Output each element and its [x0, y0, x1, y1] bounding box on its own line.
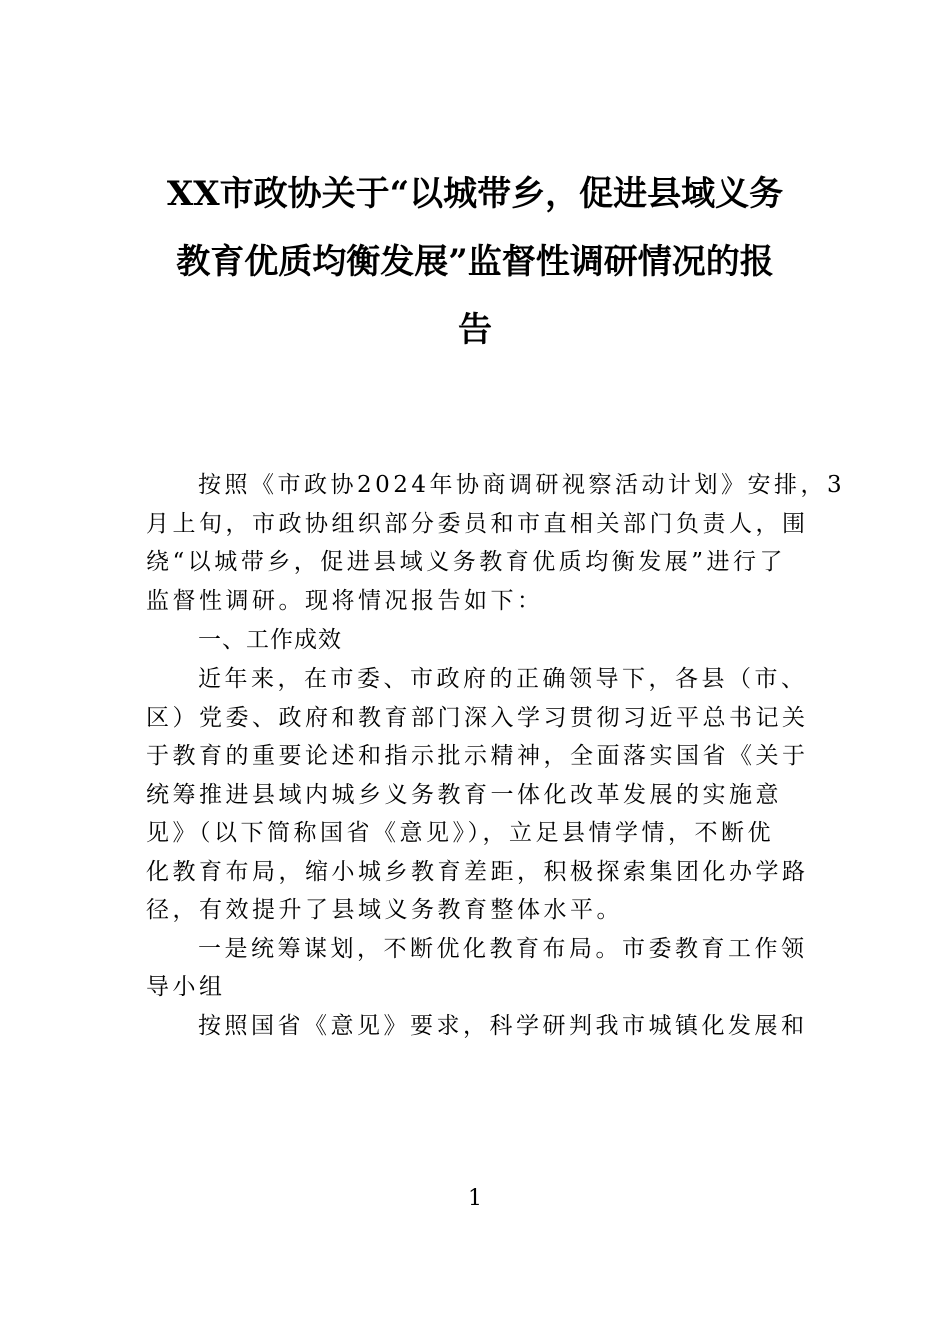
planning-paragraph	[146, 930, 806, 1007]
intro-line-2: 月上旬，市政协组织部分委员和市直相关部门负责人，围	[146, 510, 809, 537]
achievement-line-7: 径，有效提升了县域义务教育整体水平。	[146, 897, 623, 923]
achievement-line-3: 于教育的重要论述和指示批示精神，全面落实国省《关于	[146, 743, 809, 769]
intro-line-4: 监督性调研。现将情况报告如下：	[146, 587, 544, 614]
intro-line-3: 绕“以城带乡，促进县域义务教育优质均衡发展”进行了	[146, 549, 787, 575]
page-title	[140, 160, 810, 364]
page-number: 1	[468, 1186, 482, 1211]
intro-line-1: 按照《市政协2024年协商调研视察活动计划》安排，3	[198, 472, 846, 498]
intro-paragraph	[146, 466, 846, 620]
title-line-3: 告	[458, 310, 492, 350]
continuation-line-1: 按照国省《意见》要求，科学研判我市城镇化发展和	[198, 1012, 808, 1039]
continuation-paragraph	[146, 1007, 806, 1046]
achievement-line-6: 化教育布局，缩小城乡教育差距，积极探索集团化办学路	[146, 858, 809, 885]
section-heading: 一、工作成效	[198, 627, 342, 653]
document-body	[146, 466, 846, 1045]
achievement-paragraph	[146, 660, 809, 930]
planning-line-1: 一是统筹谋划，不断优化教育布局。市委教育工作领	[198, 935, 808, 962]
title-line-2: 教育优质均衡发展”监督性调研情况的报	[176, 242, 774, 282]
achievement-line-2: 区）党委、政府和教育部门深入学习贯彻习近平总书记关	[146, 704, 809, 731]
planning-line-2: 导小组	[146, 974, 226, 1000]
title-line-1: XX市政协关于“以城带乡，促进县域义务	[166, 174, 784, 214]
achievement-line-1: 近年来，在市委、市政府的正确领导下，各县（市、	[198, 666, 808, 692]
achievement-line-5: 见》（以下简称国省《意见》），立足县情学情，不断优	[146, 820, 774, 846]
achievement-line-4: 统筹推进县域内城乡义务教育一体化改革发展的实施意	[146, 781, 782, 808]
